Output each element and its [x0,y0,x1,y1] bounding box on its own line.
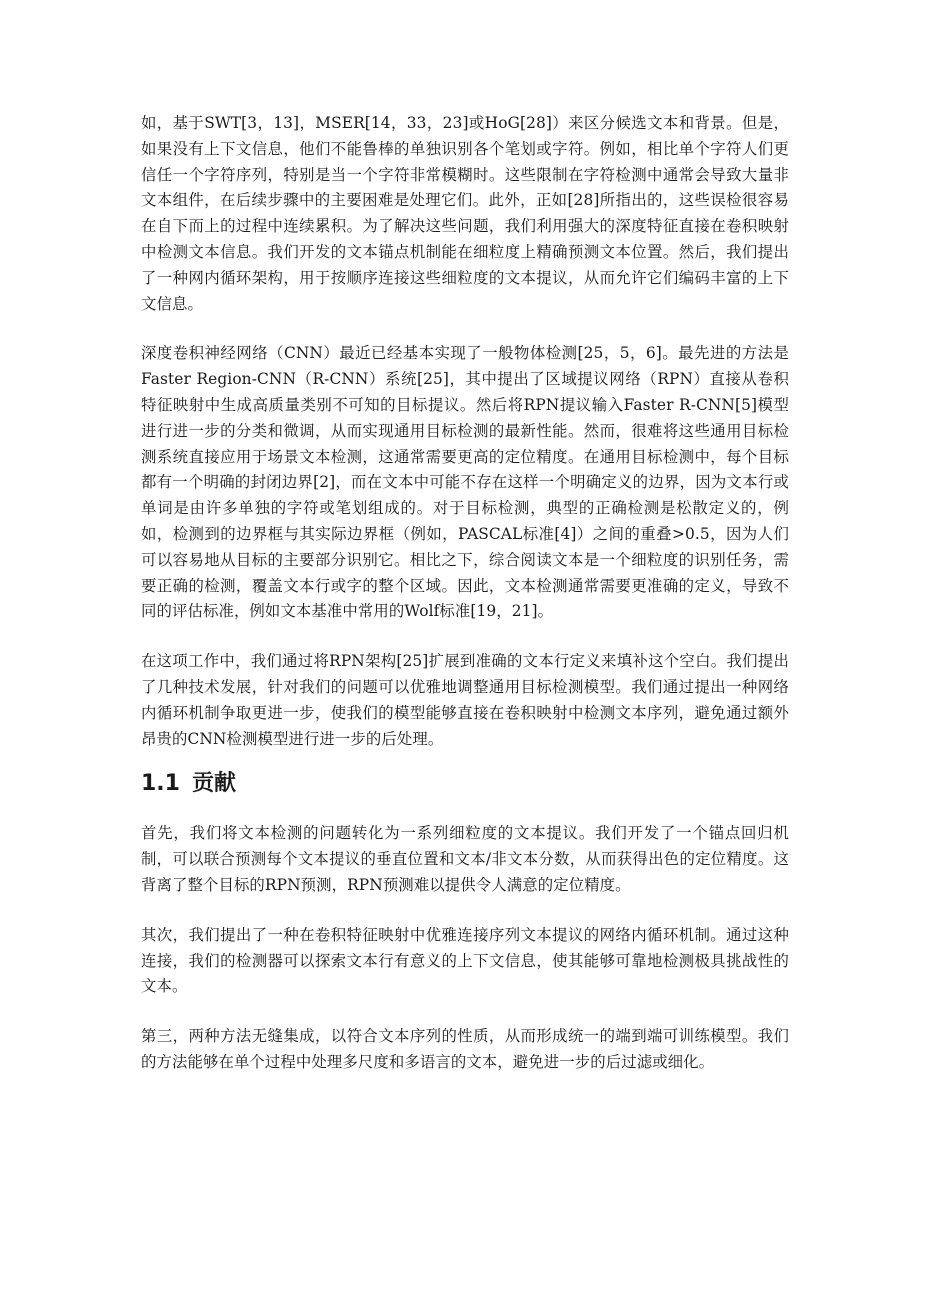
document-page [141,111,789,1076]
paragraph-cnn-detection: 深度卷积神经网络（CNN）最近已经基本实现了一般物体检测[25，5，6]。最先进的方法是Faster Region-CNN（R-CNN）系统[25]，其中提出了区域提议网络（RPN）直接从卷积特征映射中生成高质量类别不可知的目标提议。然后将RPN提议输入Faster R-CNN[5]模型进行进一步的分类和微调，从而实现通用目标检测的最新性能。然而，很难将这些通用目标检测系统直接应用于场景文本检测，这通常需要更高的定位精度。在通用目标检测中，每个目标都有一个明确的封闭边界[2]，而在文本中可能不存在这样一个明确定义的边界，因为文本行或单词是由许多单独的字符或笔划组成的。对于目标检测，典型的正确检测是松散定义的，例如，检测到的边界框与其实际边界框（例如，PASCAL标准[4]）之间的重叠>0.5，因为人们可以容易地从目标的主要部分识别它。相比之下，综合阅读文本是一个细粒度的识别任务，需要正确的检测，覆盖文本行或字的整个区域。因此，文本检测通常需要更准确的定义，导致不同的评估标准，例如文本基准中常用的Wolf标准[19，21]。 [141,344,789,621]
contribution-first: 首先，我们将文本检测的问题转化为一系列细粒度的文本提议。我们开发了一个锚点回归机制，可以联合预测每个文本提议的垂直位置和文本/非文本分数，从而获得出色的定位精度。这背离了整个目标的RPN预测，RPN预测难以提供令人满意的定位精度。 [141,824,789,894]
paragraph-this-work: 在这项工作中，我们通过将RPN架构[25]扩展到准确的文本行定义来填补这个空白。我们提出了几种技术发展，针对我们的问题可以优雅地调整通用目标检测模型。我们通过提出一种网络内循环机制争取更进一步，使我们的模型能够直接在卷积映射中检测文本序列，避免通过额外昂贵的CNN检测模型进行进一步的后处理。 [141,652,789,748]
section-heading [141,769,789,799]
contribution-third: 第三，两种方法无缝集成，以符合文本序列的性质，从而形成统一的端到端可训练模型。我们的方法能够在单个过程中处理多尺度和多语言的文本，避免进一步的后过滤或细化。 [141,1027,789,1071]
contribution-second: 其次，我们提出了一种在卷积特征映射中优雅连接序列文本提议的网络内循环机制。通过这种连接，我们的检测器可以探索文本行有意义的上下文信息，使其能够可靠地检测极具挑战性的文本。 [141,925,789,996]
paragraph-character-detection: 如，基于SWT[3，13]，MSER[14，33，23]或HoG[28]）来区分候选文本和背景。但是，如果没有上下文信息，他们不能鲁棒的单独识别各个笔划或字符。例如，相比单个字符人们更信任一个字符序列，特别是当一个字符非常模糊时。这些限制在字符检测中通常会导致大量非文本组件，在后续步骤中的主要困难是处理它们。此外，正如[28]所指出的，这些误检很容易在自下而上的过程中连续累积。为了解决这些问题，我们利用强大的深度特征直接在卷积映射中检测文本信息。我们开发的文本锚点机制能在细粒度上精确预测文本位置。然后，我们提出了一种网内循环架构，用于按顺序连接这些细粒度的文本提议，从而允许它们编码丰富的上下文信息。 [141,114,789,313]
section-title: 贡献 [191,771,236,797]
section-number: 1.1 [141,771,180,797]
